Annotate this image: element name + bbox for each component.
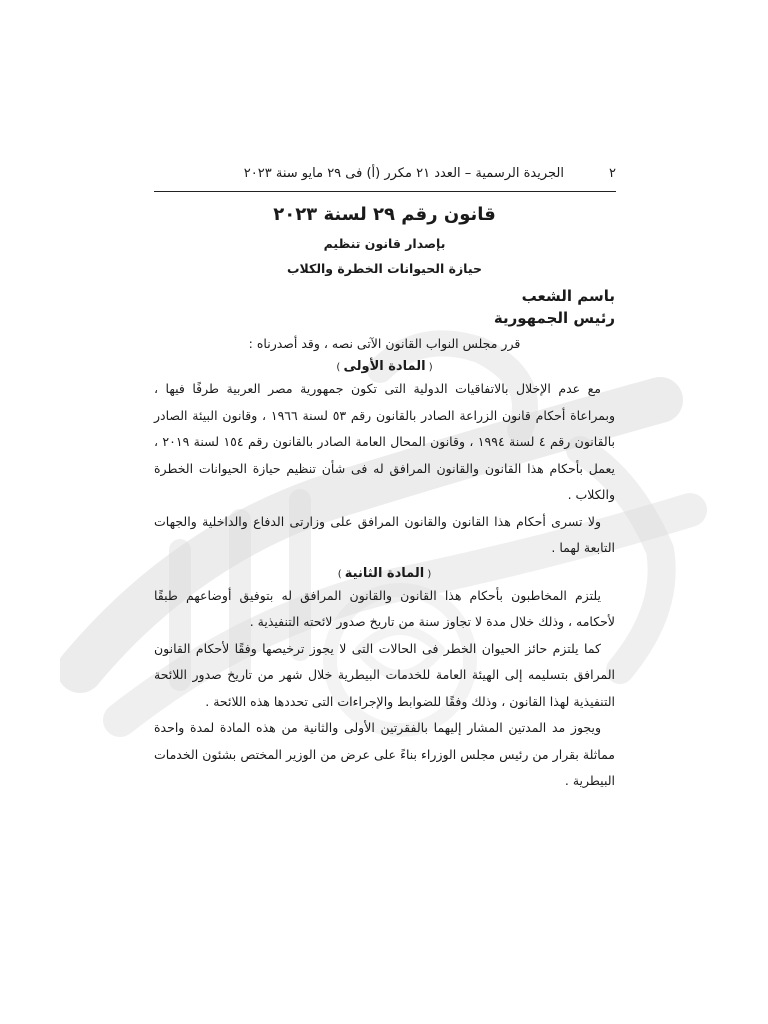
page-number: ٢ bbox=[609, 166, 616, 181]
president-heading: رئيس الجمهورية bbox=[493, 309, 615, 327]
article-2-title: المادة الثانية bbox=[344, 565, 425, 581]
article-heading: ( المادة الثانية ) bbox=[337, 565, 432, 581]
page-header bbox=[154, 161, 616, 193]
law-title: قانون رقم ٢٩ لسنة ٢٠٢٣ bbox=[273, 204, 496, 225]
intro-line: قرر مجلس النواب القانون الآتى نصه ، وقد أصدرناه : bbox=[248, 336, 521, 351]
header-rule bbox=[154, 191, 616, 192]
article-heading: ( المادة الأولى ) bbox=[336, 359, 433, 374]
article-2-paragraph-1: يلتزم المخاطبون بأحكام هذا القانون والقانون المرافق له بتوفيق أوضاعهم طبقًا لأحكامه ، وذلك خلال مدة لا تجاوز سنة من تاريخ صدور لائحته التنفيذية . bbox=[154, 587, 615, 629]
article-2-paragraph-3: ويجوز مد المدتين المشار إليهما بالفقرتين الأولى والثانية من هذه المادة لمدة واحدة مماثلة بقرار من رئيس مجلس الوزراء بناءً على عرض من الوزير المختص بشئون الخدمات البيطرية . bbox=[154, 720, 615, 788]
law-subtitle-1: بإصدار قانون تنظيم bbox=[323, 236, 446, 251]
in-name-of-heading: باسم الشعب bbox=[521, 287, 615, 305]
article-1-paragraph-1: مع عدم الإخلال بالاتفاقيات الدولية التى تكون جمهورية مصر العربية طرفًا فيها ، وبمراعاة أحكام قانون الزراعة الصادر بالقانون رقم ٥٣ لسنة ١٩٦٦ ، وقانون البيئة الصادر بالقانون رقم ٤ لسنة ١٩٩٤ ، وقانون المحال العامة الصادر بالقانون رقم ١٥٤ لسنة ٢٠١٩ ، يعمل بأحكام هذا القانون والقانون المرافق له فى شأن تنظيم حيازة الحيوانات الخطرة والكلاب . bbox=[154, 381, 615, 502]
article-1-title: المادة الأولى bbox=[343, 359, 426, 374]
article-2-paragraph-2: كما يلتزم حائز الحيوان الخطر فى الحالات التى لا يجوز ترخيصها وفقًا لأحكام القانون المرافق بتسليمه إلى الهيئة العامة للخدمات البيطرية خلال شهر من تاريخ صدور اللائحة التنفيذية لهذا القانون ، وذلك وفقًا للضوابط والإجراءات التى تحددها هذه اللائحة . bbox=[154, 640, 615, 709]
document-body bbox=[154, 200, 615, 795]
running-title: الجريدة الرسمية – العدد ٢١ مكرر (أ) فى ٢٩ مايو سنة ٢٠٢٣ bbox=[243, 166, 564, 181]
article-1-paragraph-2: ولا تسرى أحكام هذا القانون والقانون المرافق على وزارتى الدفاع والداخلية والجهات التابعة لهما . bbox=[154, 513, 615, 555]
law-subtitle-2: حيازة الحيوانات الخطرة والكلاب bbox=[287, 261, 482, 276]
